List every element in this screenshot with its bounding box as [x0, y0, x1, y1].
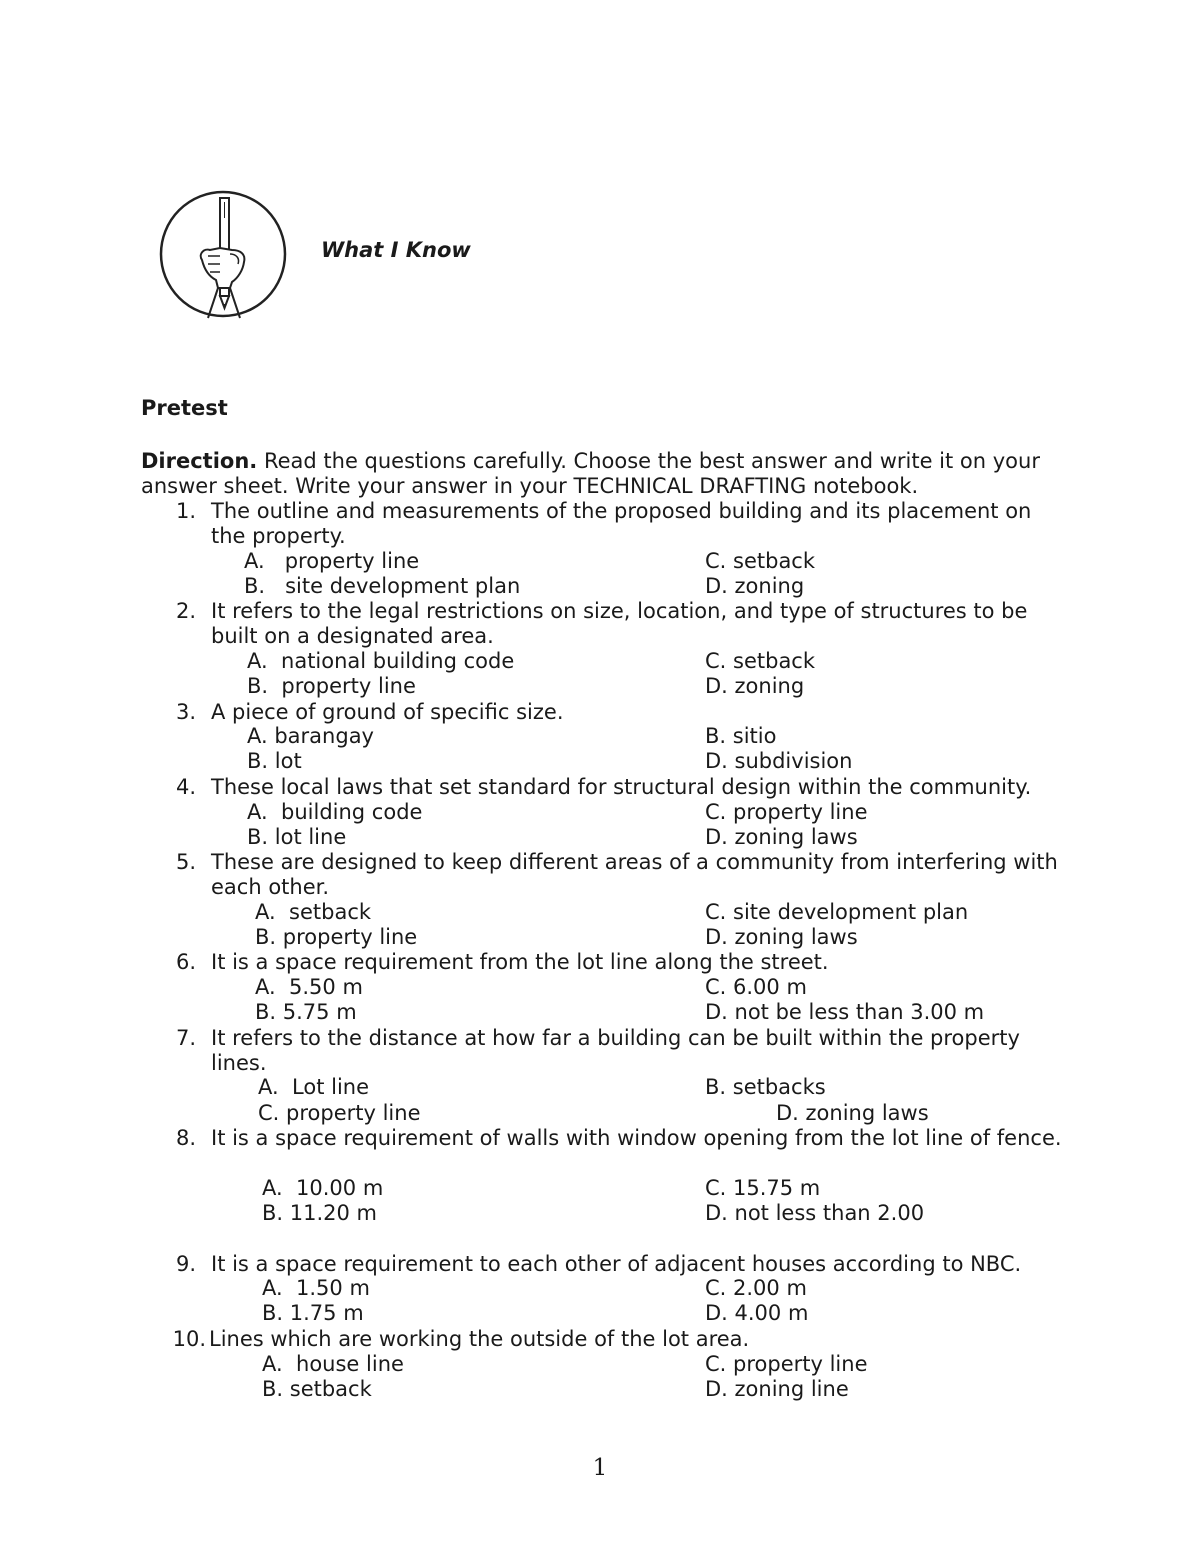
option-a: A. 1.50 m: [262, 1276, 370, 1300]
question-text: These are designed to keep different areas of a community from interfering with each other.: [211, 850, 1058, 900]
option-a: A. building code: [247, 800, 423, 824]
option-d: D. zoning laws: [776, 1101, 929, 1125]
option-a: A. 10.00 m: [262, 1176, 384, 1200]
question-text: It is a space requirement of walls with window opening from the lot line of fence.: [211, 1126, 1062, 1150]
page-number: 1: [592, 1455, 608, 1481]
option-a: A. property line: [244, 549, 420, 573]
question-text: Lines which are working the outside of the lot area.: [209, 1327, 750, 1351]
question-text: The outline and measurements of the proposed building and its placement on the property.: [211, 499, 1032, 549]
option-b: B. property line: [247, 674, 416, 698]
question-number: 2.: [175, 599, 196, 623]
option-c: C. property line: [258, 1101, 421, 1125]
direction-text: Read the questions carefully. Choose the best answer and write it on your answer sheet. Write your answer in your TECHNICAL DRAFTING notebook.: [141, 449, 1040, 499]
option-b: B. lot line: [247, 825, 347, 849]
option-c: C. setback: [705, 549, 816, 573]
question-number: 9.: [175, 1252, 196, 1276]
option-d: D. zoning: [705, 574, 805, 598]
option-d: D. not be less than 3.00 m: [705, 1000, 985, 1024]
question-text: It is a space requirement to each other of adjacent houses according to NBC.: [211, 1252, 1022, 1276]
section-title: What I Know: [321, 238, 471, 262]
option-c: C. 6.00 m: [705, 975, 807, 999]
option-d: D. zoning line: [705, 1377, 849, 1401]
question-number: 6.: [175, 950, 196, 974]
option-a: A. national building code: [247, 649, 515, 673]
option-d: D. zoning: [705, 674, 805, 698]
question-number: 1.: [175, 499, 196, 523]
option-a: A. setback: [255, 900, 372, 924]
option-b: B. 11.20 m: [262, 1201, 378, 1225]
option-d: D. not less than 2.00: [705, 1201, 925, 1225]
option-a: A. barangay: [247, 724, 374, 748]
option-c: C. 15.75 m: [705, 1176, 821, 1200]
question-text: It refers to the legal restrictions on size, location, and type of structures to be built on a designated area.: [211, 599, 1028, 649]
question-number: 4.: [175, 775, 196, 799]
question-number: 7.: [175, 1026, 196, 1050]
question-number: 8.: [175, 1126, 196, 1150]
option-c: C. setback: [705, 649, 816, 673]
option-b: B. 1.75 m: [262, 1301, 364, 1325]
direction-paragraph: [141, 449, 1061, 499]
option-c: C. site development plan: [705, 900, 969, 924]
option-d: D. zoning laws: [705, 825, 858, 849]
question-number: 10.: [172, 1327, 206, 1351]
option-b: B. site development plan: [244, 574, 521, 598]
question-number: 3.: [175, 700, 196, 724]
option-b: B. setbacks: [705, 1075, 826, 1099]
question-text: It is a space requirement from the lot line along the street.: [211, 950, 829, 974]
question-text: A piece of ground of specific size.: [211, 700, 564, 724]
question-text: These local laws that set standard for structural design within the community.: [211, 775, 1032, 799]
option-c: C. property line: [705, 1352, 868, 1376]
option-c: C. property line: [705, 800, 868, 824]
option-c: C. 2.00 m: [705, 1276, 807, 1300]
pretest-heading: Pretest: [141, 396, 228, 420]
option-d: D. subdivision: [705, 749, 853, 773]
option-b: B. 5.75 m: [255, 1000, 357, 1024]
option-c: B. sitio: [705, 724, 777, 748]
question-text: It refers to the distance at how far a building can be built within the property lines.: [211, 1026, 1020, 1076]
option-a: A. house line: [262, 1352, 404, 1376]
option-a: A. 5.50 m: [255, 975, 363, 999]
option-d: D. zoning laws: [705, 925, 858, 949]
option-b: B. setback: [262, 1377, 372, 1401]
hand-holding-pencil-icon: [158, 188, 290, 320]
option-b: B. lot: [247, 749, 302, 773]
direction-label: Direction.: [141, 449, 258, 473]
option-a: A. Lot line: [258, 1075, 370, 1099]
question-number: 5.: [175, 850, 196, 874]
option-b: B. property line: [255, 925, 418, 949]
option-d: D. 4.00 m: [705, 1301, 809, 1325]
